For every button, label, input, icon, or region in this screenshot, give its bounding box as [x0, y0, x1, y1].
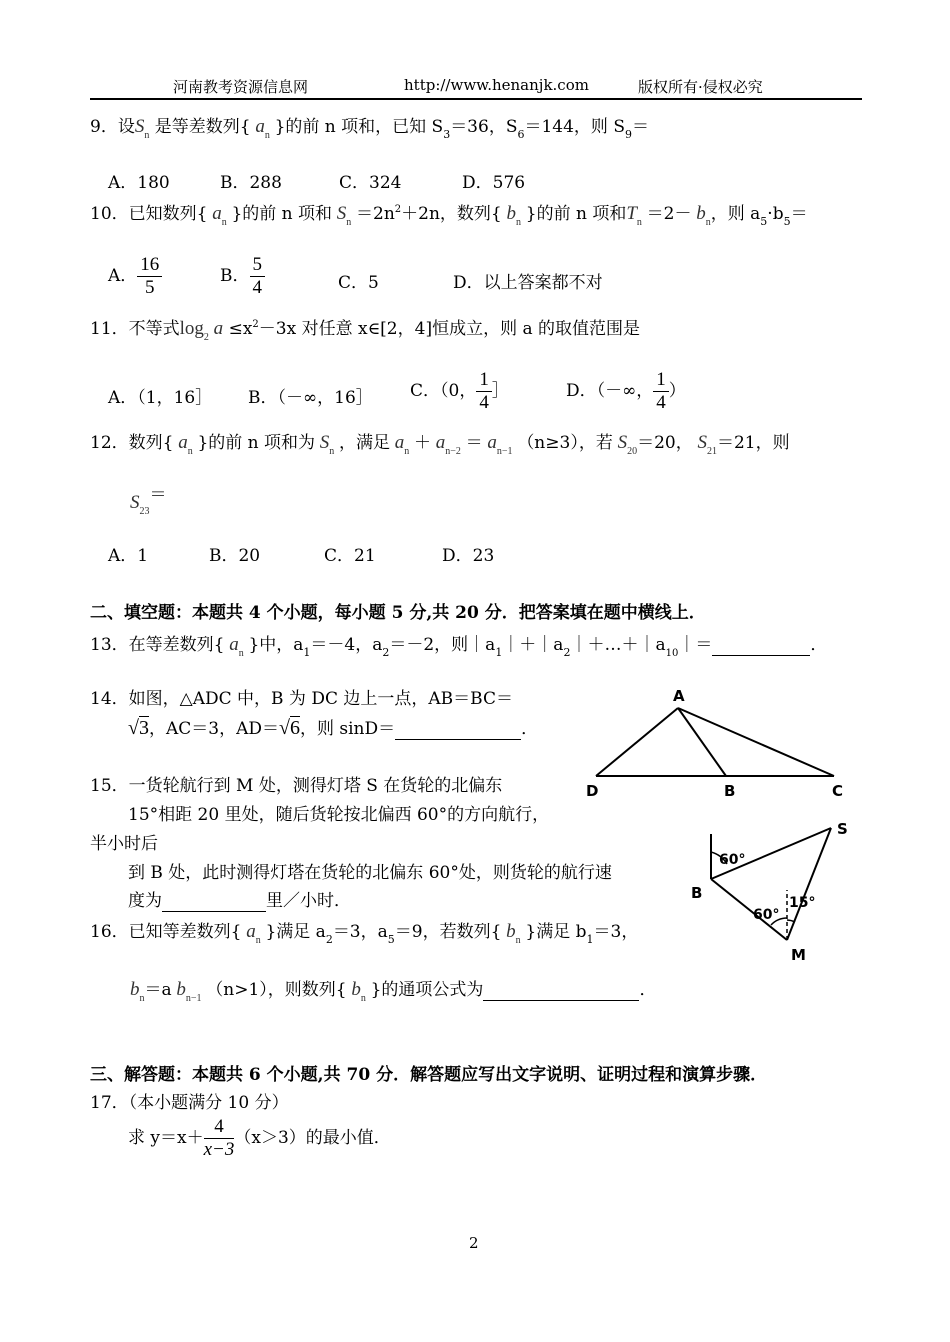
q13-answer-blank[interactable]: [712, 635, 810, 656]
q11-option-d: D．（－∞， $\frac{1}{4}$ ）: [566, 369, 686, 413]
q11-option-a: A．（1，16］: [108, 388, 213, 408]
q9-option-a: A．180: [108, 173, 170, 193]
angle-label-m: 60°: [753, 907, 780, 923]
question-13: 13．在等差数列{ $a_n$ }中，$a_1=-4$，$a_2=-2$，则$|a_1|+|a_2|+\dots+|a_{10}|=$ ．: [90, 634, 828, 659]
header-site: 河南教考资源信息网: [173, 78, 309, 96]
label-s: S: [837, 820, 848, 838]
q12-s23: $S_{23}=$: [130, 485, 167, 517]
q11-option-c: C．（0， $\frac{1}{4}$ ］: [410, 369, 509, 413]
label-c: C: [832, 782, 844, 800]
section-2-heading: 二、填空题：本题共 4 个小题，每小题 5 分,共 20 分．把答案填在题中横线上．: [90, 603, 706, 623]
question-14-line2: √3，AC＝3，AD＝√6，则 sinD＝ ．: [128, 717, 539, 739]
page-number: 2: [469, 1234, 479, 1252]
navigation-figure: [685, 812, 855, 967]
header-rule: [90, 98, 862, 100]
segment-ad: [596, 708, 678, 776]
angle-label-b: 60°: [719, 852, 746, 868]
question-14: 14．如图，△ADC 中，B 为 DC 边上一点，AB＝BC＝: [90, 689, 513, 709]
q10-option-a: A． $\frac{16}{5}$: [108, 254, 162, 299]
label-b: B: [724, 782, 736, 800]
q10-option-d: D．以上答案都不对: [453, 273, 603, 293]
section-3-heading: 三、解答题：本题共 6 个小题,共 70 分．解答题应写出文字说明、证明过程和演算步骤．: [90, 1065, 768, 1085]
question-16: 16．已知等差数列{ $a_n$ }满足 $a_2=3$，$a_5=9$，若数列{ $b_n$ }满足 $b_1=3$，: [90, 921, 639, 946]
question-15-line5: 度为 里／小时．: [128, 891, 351, 911]
question-17-body: 求 y＝x＋ $\frac{4}{x-3}$ （x＞3）的最小值．: [128, 1116, 391, 1160]
question-15-line4: 到 B 处，此时测得灯塔在货轮的北偏东 60°处，则货轮的航行速: [128, 863, 612, 883]
q12-option-a: A．1: [108, 546, 149, 566]
q12-option-b: B．20: [209, 546, 261, 566]
label-m: M: [791, 946, 806, 964]
q10-option-b: B． $\frac{5}{4}$: [220, 254, 265, 299]
question-9: 9．设$S_n$ 是等差数列{ $a_n$ }的前 n 项和，已知 $S_3=36$，$S_6=144$，则 $S_9=$: [90, 116, 649, 141]
q10-option-c: C．5: [338, 273, 379, 293]
q9-option-c: C．324: [339, 173, 402, 193]
question-15: 15．一货轮航行到 M 处，测得灯塔 S 在货轮的北偏东: [90, 776, 503, 796]
angle-label-s: 15°: [789, 895, 816, 911]
question-15-line2: 15°相距 20 里处，随后货轮按北偏西 60°的方向航行，: [128, 805, 550, 825]
header-url[interactable]: http://www.henanjk.com: [404, 76, 589, 94]
q9-option-d: D．576: [462, 173, 526, 193]
question-10: 10．已知数列{ $a_n$ }的前 n 项和 $S_n =2n^2+2n$，数列{ $b_n$ }的前 n 项和$T_n =2- b_n$，则 $a_5\cdot b_5=$: [90, 203, 808, 228]
question-17: 17．（本小题满分 10 分）: [90, 1093, 289, 1113]
question-12: 12．数列{ $a_n$ }的前 n 项和为 $S_n$ ，满足 $a_n + a_{n-2} = a_{n-1}$ （n≥3），若 $S_{20}=20$， $S_{21}=21$，则: [90, 432, 790, 457]
header-rights: 版权所有·侵权必究: [638, 78, 763, 96]
q15-answer-blank[interactable]: [162, 891, 266, 912]
label-a: A: [673, 687, 685, 705]
q12-option-d: D．23: [442, 546, 495, 566]
q16-answer-blank[interactable]: [483, 980, 639, 1001]
question-11: 11．不等式$\log_2 a \le x^2-3x$ 对任意 x∈[2，4]恒成立，则 a 的取值范围是: [90, 318, 641, 343]
triangle-adc-figure: [580, 680, 850, 805]
q12-option-c: C．21: [324, 546, 376, 566]
q14-answer-blank[interactable]: [395, 719, 521, 740]
q9-option-b: B．288: [220, 173, 282, 193]
label-b: B: [691, 884, 703, 902]
question-16-line2: $b_n=a$ $b_{n-1}$ （n>1），则数列{ $b_n$ }的通项公式为 ．: [130, 979, 657, 1004]
label-d: D: [586, 782, 599, 800]
q11-option-b: B．（－∞，16］: [248, 388, 373, 408]
question-15-line3: 半小时后: [90, 834, 158, 854]
